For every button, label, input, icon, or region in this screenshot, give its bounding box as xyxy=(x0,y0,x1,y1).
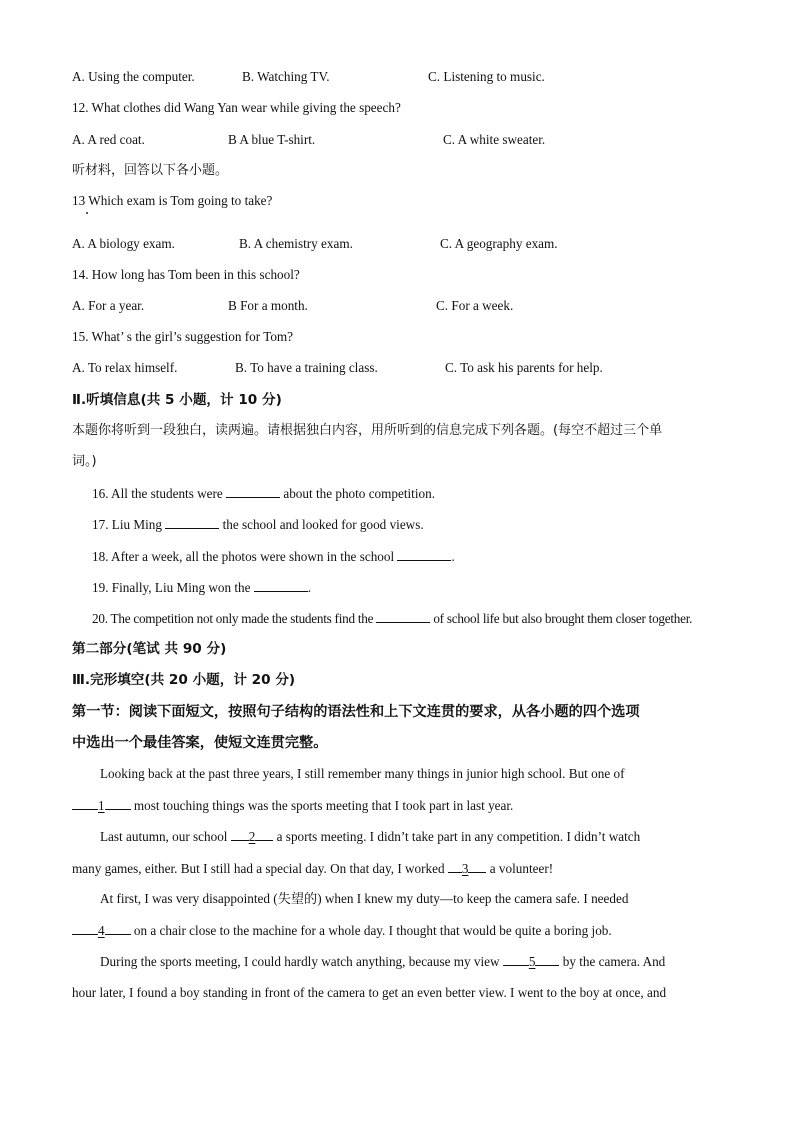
section-2-heading: Ⅱ.听填信息(共 5 小题，计 10 分) xyxy=(72,392,282,408)
q15-option-b: B. To have a training class. xyxy=(235,360,378,375)
q12-option-a: A. A red coat. xyxy=(72,132,145,147)
q14-option-a: A. For a year. xyxy=(72,298,145,313)
answer-blank[interactable] xyxy=(254,579,308,592)
passage-text: Last autumn, our school xyxy=(100,829,231,844)
passage-text: on a chair close to the machine for a whole day. I thought that would be quite a boring job. xyxy=(130,923,612,938)
section-3-heading: Ⅲ.完形填空(共 20 小题，计 20 分) xyxy=(72,672,296,688)
fill-item-text: 19. Finally, Liu Ming won the xyxy=(92,580,254,595)
passage-p4-line2: hour later, I found a boy standing in front of the camera to get an even better view. I went to the boy at once, and xyxy=(72,985,667,1000)
q14-option-c: C. For a week. xyxy=(436,298,514,313)
passage-p1-line1: Looking back at the past three years, I still remember many things in junior high school. But one of xyxy=(100,766,625,781)
section-3-instructions-line1: 第一节：阅读下面短文，按照句子结构的语法性和上下文连贯的要求，从各小题的四个选项 xyxy=(72,704,640,720)
q15-question: 15. What’ s the girl’s suggestion for Tom? xyxy=(72,329,294,344)
answer-blank[interactable] xyxy=(376,610,430,623)
fill-item-19 xyxy=(92,579,311,596)
answer-blank[interactable] xyxy=(226,485,280,498)
stray-mark xyxy=(86,212,88,214)
section-3-instructions-line2: 中选出一个最佳答案，使短文连贯完整。 xyxy=(72,735,328,751)
passage-text: At first, I was very disappointed (失望的) when I knew my duty—to keep the camera safe. I needed xyxy=(100,891,629,906)
q11-option-a: A. Using the computer. xyxy=(72,69,195,84)
fill-item-17 xyxy=(92,516,424,533)
listening-intro: 听材料，回答以下各小题。 xyxy=(72,163,229,178)
q13-option-b: B. A chemistry exam. xyxy=(239,236,353,251)
q11-option-b: B. Watching TV. xyxy=(242,69,330,84)
fill-item-18 xyxy=(92,548,455,565)
passage-text: During the sports meeting, I could hardly watch anything, because my view xyxy=(100,954,503,969)
answer-blank[interactable] xyxy=(397,548,451,561)
cloze-blank-4[interactable] xyxy=(72,922,131,939)
q13-option-c: C. A geography exam. xyxy=(440,236,558,251)
passage-p2-line2 xyxy=(72,860,553,877)
q14-question: 14. How long has Tom been in this school? xyxy=(72,267,300,282)
passage-text: most touching things was the sports meeting that I took part in last year. xyxy=(130,798,514,813)
blank-number: 1 xyxy=(98,798,105,813)
blank-number: 4 xyxy=(98,923,105,938)
section-2-instructions-line2: 词。) xyxy=(72,454,97,469)
fill-item-text: 20. The competition not only made the students find the xyxy=(92,611,377,626)
passage-text: many games, either. But I still had a special day. On that day, I worked xyxy=(72,861,448,876)
fill-item-text: 16. All the students were xyxy=(92,486,223,501)
passage-p1-line2 xyxy=(72,797,513,814)
passage-text: a sports meeting. I didn’t take part in any competition. I didn’t watch xyxy=(273,829,641,844)
blank-number: 2 xyxy=(248,829,256,844)
passage-p4-line1 xyxy=(100,953,665,970)
q12-option-b: B A blue T-shirt. xyxy=(228,132,316,147)
passage-text: by the camera. And xyxy=(559,954,666,969)
cloze-blank-2[interactable] xyxy=(231,828,274,845)
cloze-blank-3[interactable] xyxy=(448,860,487,877)
fill-item-16 xyxy=(92,485,435,502)
cloze-blank-5[interactable] xyxy=(503,953,560,970)
blank-number: 3 xyxy=(461,861,469,876)
blank-number: 5 xyxy=(528,954,536,969)
q12-question: 12. What clothes did Wang Yan wear while giving the speech? xyxy=(72,100,401,115)
passage-p3-line1 xyxy=(100,891,628,907)
fill-item-text: about the photo competition. xyxy=(280,486,435,501)
fill-item-text: the school and looked for good views. xyxy=(219,517,424,532)
passage-p2-line1 xyxy=(100,828,640,845)
fill-item-text: 18. After a week, all the photos were shown in the school xyxy=(92,549,398,564)
fill-item-text: . xyxy=(307,580,312,595)
cloze-blank-1[interactable] xyxy=(72,797,131,814)
answer-blank[interactable] xyxy=(165,516,219,529)
passage-text: a volunteer! xyxy=(486,861,554,876)
q15-option-a: A. To relax himself. xyxy=(72,360,178,375)
q12-option-c: C. A white sweater. xyxy=(443,132,546,147)
passage-p3-line2 xyxy=(72,922,612,939)
q13-option-a: A. A biology exam. xyxy=(72,236,175,251)
section-2-instructions-line1: 本题你将听到一段独白，读两遍。请根据独白内容，用所听到的信息完成下列各题。(每空不超过三个单 xyxy=(72,423,663,438)
fill-item-text: 17. Liu Ming xyxy=(92,517,166,532)
fill-item-text: . xyxy=(451,549,455,564)
fill-item-text: of school life but also brought them closer together. xyxy=(430,611,693,626)
q15-option-c: C. To ask his parents for help. xyxy=(445,360,603,375)
part-2-heading: 第二部分(笔试 共 90 分) xyxy=(72,641,227,657)
q11-option-c: C. Listening to music. xyxy=(428,69,545,84)
q14-option-b: B For a month. xyxy=(228,298,308,313)
q13-question: 13 Which exam is Tom going to take? xyxy=(72,193,273,208)
fill-item-20 xyxy=(92,610,692,627)
